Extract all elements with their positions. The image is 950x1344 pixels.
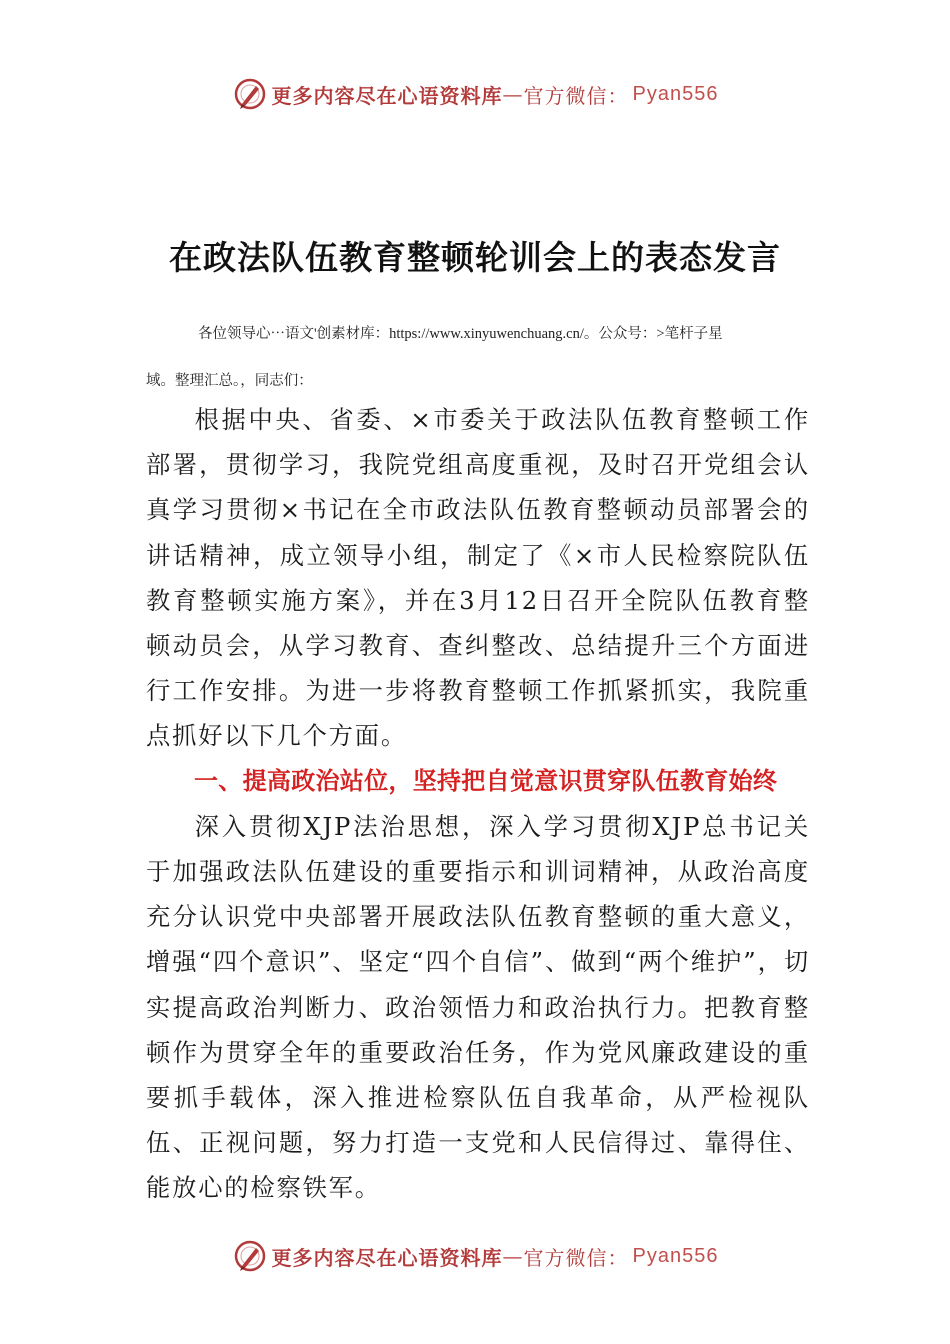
watermark-contact-label: 官方微信： [523, 83, 629, 108]
document-title: 在政法队伍教育整顿轮训会上的表态发言 [169, 238, 781, 277]
watermark-contact-id: Pyan556 [632, 82, 719, 105]
watermark-header [0, 74, 950, 114]
paragraph-2: 深入贯彻XJP法治思想，深入学习贯彻XJP总书记关于加强政法队伍建设的重要指示和训词精神，从政治高度充分认识党中央部署开展政法队伍教育整顿的重大意义，增强“四个意识”、坚定“四个自信”、做到“两个维护”，切实提高政治判断力、政治领悟力和政治执行力。把教育整顿作为贯穿全年的重要政治任务，作为党风廉政建设的重要抓手载体，深入推进检察队伍自我革命，从严检视队伍、正视问题，努力打造一支党和人民信得过、靠得住、能放心的检察铁军。 [146, 811, 810, 1203]
greeting-line-2: 域。整理汇总。，同志们： [146, 373, 313, 389]
watermark-contact-label: 官方微信： [523, 1245, 629, 1270]
watermark-footer [0, 1236, 950, 1276]
watermark-separator: — [502, 82, 524, 106]
watermark-separator: — [502, 1244, 524, 1268]
paragraph-1: 根据中央、省委、×市委关于政法队伍教育整顿工作部署，贯彻学习，我院党组高度重视，及时召开党组会认真学习贯彻×书记在全市政法队伍教育整顿动员部署会的讲话精神，成立领导小组，制定了《×市人民检察院队伍教育整顿实施方案》，并在3月12日召开全院队伍教育整顿动员会，从学习教育、查纠整改、总结提升三个方面进行工作安排。为进一步将教育整顿工作抓紧抓实，我院重点抓好以下几个方面。 [146, 405, 810, 751]
watermark-contact-id: Pyan556 [632, 1244, 719, 1267]
section-heading-1: 一、提高政治站位，坚持把自觉意识贯穿队伍教育始终 [194, 766, 778, 795]
greeting-line-1: 各位领导心⋯语文'创素材库：https://www.xinyuwenchuang.cn/。公众号：>笔杆子星 [198, 326, 723, 342]
document-body [146, 397, 810, 1211]
watermark-brand: 更多内容尽在心语资料库 [271, 1245, 503, 1270]
pen-logo-icon [232, 76, 268, 112]
watermark-brand: 更多内容尽在心语资料库 [271, 83, 503, 108]
pen-logo-icon [232, 1238, 268, 1274]
